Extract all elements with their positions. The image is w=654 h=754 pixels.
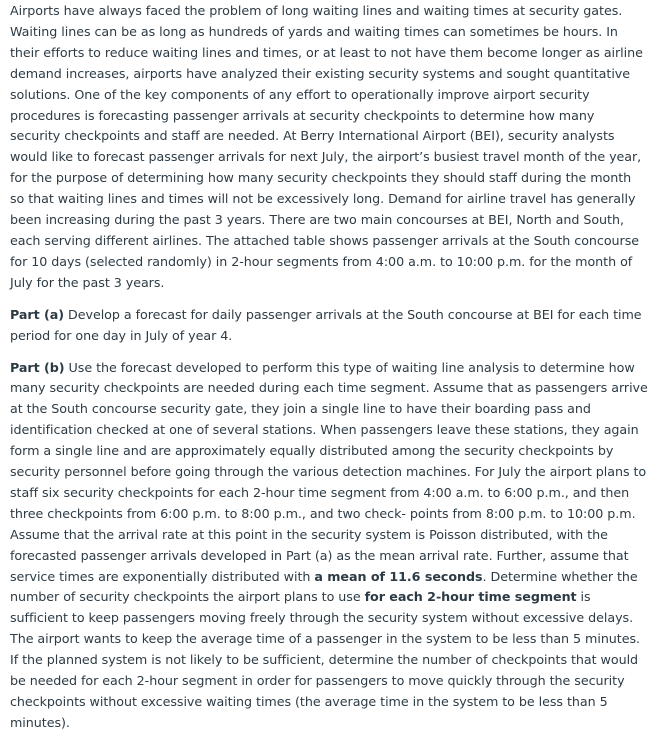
part-b-text-2: . Determine whether the number of security checkpoints the airport plans to use — [10, 568, 638, 605]
part-a-text: Develop a forecast for daily passenger arrivals at the South concourse at BEI for each time period for one day in July of year 4. — [10, 306, 642, 343]
part-a-paragraph — [10, 305, 648, 347]
time-segment-emphasis: for each 2-hour time segment — [364, 589, 577, 605]
part-b-paragraph — [10, 358, 648, 734]
part-b-text-1: Use the forecast developed to perform this type of waiting line analysis to determine how many security checkpoints are needed during each time segment. Assume that as passengers arrive at the South concourse security gate, they join a single line to have their boarding pass and identification checked at one of several stations. When passengers leave these stations, they again form a single line and are approximately equally distributed among the security checkpoints by security personnel before going through the various detection machines. For July the airport plans to staff six security checkpoints for each 2-hour time segment from 4:00 a.m. to 6:00 p.m., and then three checkpoints from 6:00 p.m. to 8:00 p.m., and two check- points from 8:00 p.m. to 10:00 p.m. Assume that the arrival rate at this point in the security system is Poisson distributed, with the forecasted passenger arrivals developed in Part (a) as the mean arrival rate. Further, assume that service times are exponentially distributed with — [10, 359, 648, 584]
service-time-emphasis: a mean of 11.6 seconds — [314, 568, 483, 584]
part-a-label: Part (a) — [10, 306, 65, 322]
part-b-label: Part (b) — [10, 359, 65, 375]
intro-paragraph: Airports have always faced the problem of long waiting lines and waiting times at security gates. Waiting lines can be as long as hundreds of yards and waiting times can sometimes be hours. In their efforts to reduce waiting lines and times, or at least to not have them become longer as airline demand increases, airports have analyzed their existing security systems and sought quantitative solutions. One of the key components of any effort to operationally improve airport security procedures is forecasting passenger arrivals at security checkpoints to determine how many security checkpoints and staff are needed. At Berry International Airport (BEI), security analysts would like to forecast passenger arrivals for next July, the airport’s busiest travel month of the year, for the purpose of determining how many security checkpoints they should staff during the month so that waiting lines and times will not be excessively long. Demand for airline travel has generally been increasing during the past 3 years. There are two main concourses at BEI, North and South, each serving different airlines. The attached table shows passenger arrivals at the South concourse for 10 days (selected randomly) in 2-hour segments from 4:00 a.m. to 10:00 p.m. for the month of July for the past 3 years. — [10, 3, 643, 290]
part-b-text-3: is sufficient to keep passengers moving freely through the security system without excessive delays. The airport wants to keep the average time of a passenger in the system to be less than 5 minutes. If the planned system is not likely to be sufficient, determine the number of checkpoints that would be needed for each 2-hour segment in order for passengers to move quickly through the security checkpoints without excessive waiting times (the average time in the system to be less than 5 minutes). — [10, 589, 641, 730]
